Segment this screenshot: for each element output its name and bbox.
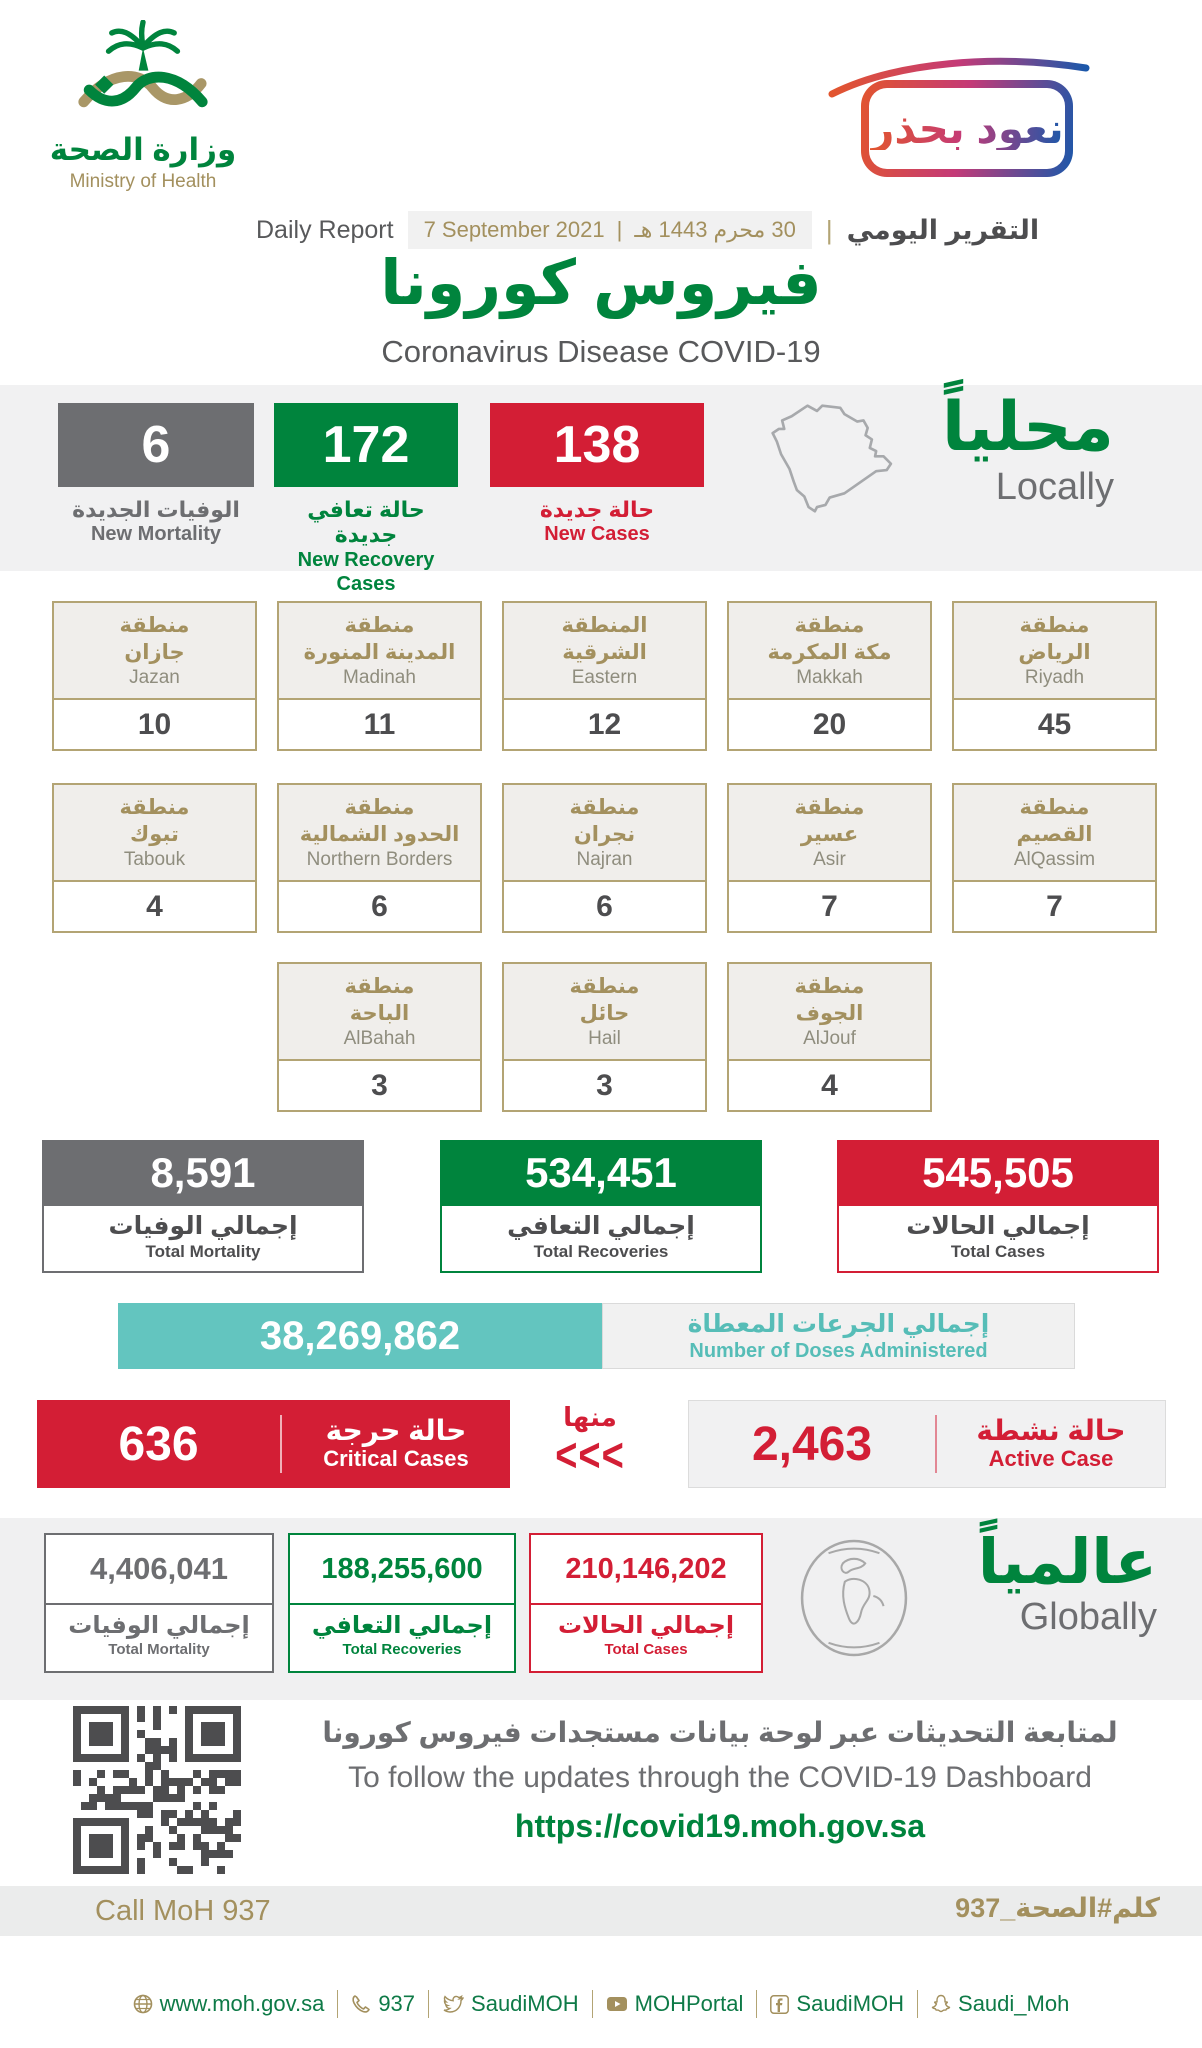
new-mortality-stat — [58, 403, 254, 546]
global-mortality-value: 4,406,041 — [46, 1535, 272, 1605]
globally-heading-en: Globally — [1019, 1595, 1157, 1638]
critical-cases-label-ar: حالة حرجة — [325, 1414, 467, 1446]
locally-heading-ar: محلياً — [941, 389, 1114, 465]
total-mortality-labels — [42, 1206, 364, 1273]
region-card-header — [54, 785, 255, 882]
separator — [756, 1990, 757, 2018]
of-which-label: منها — [563, 1402, 617, 1432]
region-case-count: 4 — [821, 1068, 838, 1102]
active-cases-box — [688, 1400, 1166, 1488]
doses-label-ar: إجمالي الجرعات المعطاة — [687, 1310, 990, 1338]
new-recovery-stat — [274, 403, 458, 596]
global-recoveries-label-ar: إجمالي التعافي — [311, 1612, 493, 1639]
snapchat-icon — [931, 1994, 951, 2014]
region-name-ar: منطقة الباحة — [344, 974, 415, 1025]
global-mortality-label-ar: إجمالي الوفيات — [68, 1612, 250, 1639]
region-row-2 — [52, 783, 1157, 933]
region-case-count: 7 — [1046, 889, 1063, 923]
critical-cases-label-en: Critical Cases — [323, 1446, 469, 1472]
new-cases-stat — [490, 403, 704, 546]
region-case-count: 4 — [146, 889, 163, 923]
twitter-icon — [442, 1994, 464, 2014]
region-card-albahah — [277, 962, 482, 1112]
total-recoveries-card — [440, 1140, 762, 1273]
call-moh-label-en: Call MoH 937 — [95, 1895, 271, 1927]
region-name-en: Najran — [576, 849, 633, 871]
global-mortality-card — [44, 1533, 274, 1673]
saudi-map-outline-icon — [762, 393, 910, 530]
page-title-arabic: فيروس كورونا — [380, 249, 822, 318]
region-name-ar: منطقة الجوف — [794, 974, 865, 1025]
region-case-count: 12 — [587, 707, 622, 741]
date-gregorian: 7 September 2021 — [423, 217, 605, 242]
active-cases-label-en: Active Case — [988, 1446, 1114, 1472]
qr-code — [73, 1706, 241, 1874]
phone-link[interactable] — [351, 1991, 415, 2017]
global-cases-label-ar: إجمالي الحالات — [557, 1612, 735, 1639]
daily-report-label-ar: التقرير اليومي — [846, 214, 1040, 245]
twitter-label: SaudiMOH — [471, 1991, 579, 2016]
doses-label-en: Number of Doses Administered — [689, 1340, 988, 1362]
locally-heading-en: Locally — [995, 466, 1114, 508]
website-label: www.moh.gov.sa — [159, 1991, 325, 2016]
ministry-name-english: Ministry of Health — [69, 171, 217, 192]
date-hijri: 30 محرم 1443 هـ — [634, 217, 796, 242]
new-recovery-label-en: New Recovery Cases — [297, 548, 435, 595]
region-name-en: Hail — [588, 1028, 621, 1050]
global-mortality-label-en: Total Mortality — [108, 1641, 210, 1658]
total-mortality-card — [42, 1140, 364, 1273]
region-name-en: AlJouf — [803, 1028, 856, 1050]
region-name-en: Madinah — [343, 667, 416, 689]
global-cases-label-en: Total Cases — [604, 1641, 688, 1658]
region-name-ar: المنطقة الشرقية — [561, 613, 648, 664]
region-name-en: AlBahah — [343, 1028, 416, 1050]
youtube-link[interactable] — [606, 1991, 744, 2017]
region-name-en: AlQassim — [1013, 849, 1096, 871]
new-mortality-label-en: New Mortality — [90, 523, 222, 546]
badge-inner — [869, 88, 1065, 169]
active-cases-value: 2,463 — [751, 1417, 873, 1471]
region-name-ar: منطقة القصيم — [1016, 795, 1093, 846]
ministry-logo — [48, 20, 238, 193]
facebook-label: SaudiMOH — [796, 1991, 905, 2016]
dashboard-line-ar: لمتابعة التحديثات عبر لوحة بيانات مستجدات فيروس كورونا — [322, 1717, 1118, 1748]
global-recoveries-value: 188,255,600 — [290, 1535, 514, 1605]
snapchat-link[interactable] — [931, 1991, 1069, 2017]
facebook-icon — [770, 1995, 789, 2014]
critical-cases-labels — [282, 1416, 510, 1473]
globally-heading-ar: عالمياً — [977, 1528, 1157, 1597]
region-name-ar: منطقة نجران — [569, 795, 640, 846]
snapchat-label: Saudi_Moh — [958, 1991, 1070, 2016]
region-case-count: 3 — [596, 1068, 613, 1102]
total-recoveries-labels — [440, 1206, 762, 1273]
date-separator: | — [616, 217, 623, 242]
dashboard-line-en: To follow the updates through the COVID-19 Dashboard — [348, 1761, 1092, 1794]
website-link[interactable] — [133, 1991, 325, 2017]
date-outer-separator: | — [825, 214, 833, 245]
return-with-caution-badge — [861, 80, 1073, 177]
youtube-label: MOHPortal — [634, 1991, 744, 2016]
phone-label: 937 — [378, 1991, 416, 2016]
region-card-header — [279, 785, 480, 882]
badge-text: نعود بحذر — [870, 104, 1064, 152]
dashboard-url-link[interactable]: https://covid19.moh.gov.sa — [514, 1808, 926, 1844]
region-card-makkah — [727, 601, 932, 751]
doses-labels — [602, 1303, 1075, 1369]
region-row-1 — [52, 601, 1157, 751]
region-name-ar: منطقة جازان — [119, 613, 190, 664]
dashboard-info — [275, 1716, 1165, 1845]
total-cases-value: 545,505 — [837, 1140, 1159, 1206]
doses-administered-bar — [118, 1303, 1075, 1369]
region-name-ar: منطقة تبوك — [119, 795, 190, 846]
new-mortality-value: 6 — [58, 403, 254, 487]
region-card-header — [729, 603, 930, 700]
global-recoveries-card — [288, 1533, 516, 1673]
youtube-icon — [606, 1995, 628, 2013]
region-card-header — [504, 603, 705, 700]
separator — [428, 1990, 429, 2018]
region-card-northern-borders — [277, 783, 482, 933]
region-name-en: Tabouk — [123, 849, 186, 871]
active-cases-labels — [937, 1416, 1165, 1473]
chevrons-left-icon: <<< — [555, 1429, 625, 1483]
region-name-en: Jazan — [129, 667, 180, 689]
region-card-jazan — [52, 601, 257, 751]
total-cases-card — [837, 1140, 1159, 1273]
critical-cases-box — [37, 1400, 510, 1488]
region-card-hail — [502, 962, 707, 1112]
region-card-riyadh — [952, 601, 1157, 751]
region-card-aljouf — [727, 962, 932, 1112]
region-card-header — [54, 603, 255, 700]
region-card-alqassim — [952, 783, 1157, 933]
global-cases-card — [529, 1533, 763, 1673]
active-cases-label-ar: حالة نشطة — [976, 1414, 1126, 1446]
region-name-ar: منطقة حائل — [569, 974, 640, 1025]
total-recoveries-label-ar: إجمالي التعافي — [507, 1212, 695, 1240]
ministry-name-arabic: وزارة الصحة — [49, 132, 237, 167]
region-card-header — [954, 603, 1155, 700]
region-card-najran — [502, 783, 707, 933]
doses-value: 38,269,862 — [118, 1303, 602, 1369]
globally-heading — [978, 1524, 1157, 1639]
total-mortality-label-ar: إجمالي الوفيات — [108, 1212, 298, 1240]
facebook-link[interactable] — [770, 1991, 904, 2017]
global-mortality-labels — [46, 1605, 272, 1658]
globe-icon — [133, 1994, 153, 2014]
total-cases-label-en: Total Cases — [950, 1242, 1046, 1261]
region-card-header — [504, 964, 705, 1061]
region-case-count: 11 — [363, 707, 396, 741]
separator — [592, 1990, 593, 2018]
region-card-header — [954, 785, 1155, 882]
global-recoveries-labels — [290, 1605, 514, 1658]
new-cases-value: 138 — [490, 403, 704, 487]
separator — [917, 1990, 918, 2018]
twitter-link[interactable] — [442, 1991, 579, 2017]
region-name-ar: منطقة المدينة المنورة — [303, 613, 456, 664]
region-case-count: 20 — [812, 707, 847, 741]
region-card-asir — [727, 783, 932, 933]
region-case-count: 7 — [821, 889, 838, 923]
new-cases-label-ar: حالة جديدة — [539, 497, 655, 522]
globe-icon — [798, 1536, 910, 1665]
new-cases-label-en: New Cases — [544, 523, 650, 546]
region-card-eastern — [502, 601, 707, 751]
region-card-header — [729, 964, 930, 1061]
total-recoveries-label-en: Total Recoveries — [533, 1242, 669, 1261]
region-card-header — [504, 785, 705, 882]
social-links-bar — [0, 1990, 1202, 2018]
separator — [337, 1990, 338, 2018]
region-case-count: 3 — [371, 1068, 388, 1102]
region-case-count: 6 — [596, 889, 613, 923]
page-title-english: Coronavirus Disease COVID-19 — [381, 334, 821, 369]
region-name-ar: منطقة مكة المكرمة — [767, 613, 892, 664]
new-mortality-label-ar: الوفيات الجديدة — [72, 497, 240, 522]
global-cases-labels — [531, 1605, 761, 1658]
region-name-en: Riyadh — [1024, 667, 1085, 689]
ministry-logo-icon — [73, 20, 213, 132]
region-card-header — [729, 785, 930, 882]
critical-cases-value: 636 — [118, 1417, 199, 1471]
call-moh-hashtag-ar: كلم#الصحة_937 — [955, 1893, 1160, 1923]
daily-report-label-en: Daily Report — [256, 215, 394, 244]
global-cases-value: 210,146,202 — [531, 1535, 761, 1605]
phone-icon — [351, 1994, 371, 2014]
total-cases-label-ar: إجمالي الحالات — [906, 1212, 1090, 1240]
total-cases-labels — [837, 1206, 1159, 1273]
region-card-header — [279, 603, 480, 700]
region-name-ar: منطقة الحدود الشمالية — [299, 795, 460, 846]
region-name-ar: منطقة الرياض — [1018, 613, 1091, 664]
region-name-en: Northern Borders — [306, 849, 453, 871]
region-row-3 — [277, 962, 932, 1112]
region-case-count: 45 — [1037, 707, 1072, 741]
region-name-en: Asir — [813, 849, 846, 871]
region-case-count: 6 — [371, 889, 388, 923]
call-moh-bar — [0, 1886, 1202, 1936]
new-recovery-value: 172 — [274, 403, 458, 487]
globally-section — [0, 1518, 1202, 1700]
total-recoveries-value: 534,451 — [440, 1140, 762, 1206]
region-card-madinah — [277, 601, 482, 751]
region-card-header — [279, 964, 480, 1061]
region-name-ar: منطقة عسير — [794, 795, 865, 846]
of-which-connector — [538, 1402, 642, 1483]
total-mortality-value: 8,591 — [42, 1140, 364, 1206]
total-mortality-label-en: Total Mortality — [145, 1242, 261, 1261]
new-recovery-label-ar: حالة تعافي جديدة — [307, 497, 425, 548]
locally-heading — [942, 385, 1114, 509]
region-name-en: Makkah — [796, 667, 863, 689]
region-case-count: 10 — [137, 707, 172, 741]
locally-section — [0, 385, 1202, 595]
global-recoveries-label-en: Total Recoveries — [342, 1641, 462, 1658]
region-card-tabouk — [52, 783, 257, 933]
region-name-en: Eastern — [571, 667, 638, 689]
